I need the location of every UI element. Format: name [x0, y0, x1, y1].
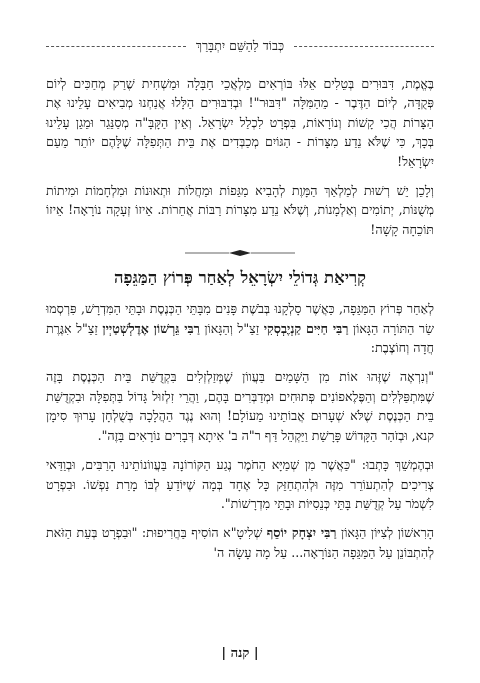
body-text [46, 74, 434, 572]
rabbi-name-yosef: רַבִּי יִצְחָק יוֹסֵף [266, 525, 337, 541]
paragraph-6 [46, 523, 434, 562]
paragraph-4-quote: "וְנִרְאֶה שֶׁזֶּהוּ אוֹת מִן הַשָּׁמַיִם בַּעֲווֹן שֶׁמְּזַלְזְלִים בִּקְדֻשַּׁת בֵּית הַכְּנֶסֶת בָּזֶה שֶׁמִּתְפַּלְּלִים וְהַפֶּלֶאפוֹנִים פְּתוּחִים וּמְדַבְּרִים בָּהֶם, וַהֲרֵי זִלְזוּל גָּדוֹל בַּתְּפִלָּה וּבִקְדֻשַּׁת בֵּית הַכְּנֶסֶת שֶׁלֹּא שְׁעָרוּם אֲבוֹתֵינוּ מֵעוֹלָם! וְהוּא נֶגֶד הַהֲלָכָה בְּשֻׁלְחָן עָרוּךְ סִימָן קנא, וּבְזֹהַר הַקָּדוֹשׁ פָּרָשַׁת וַיַּקְהֵל דַּף ר"ה ב' אִיתָא דְּבָרִים נוֹרָאִים בָּזֶה". [46, 369, 434, 443]
paragraph-3 [46, 299, 434, 357]
paragraph-3-text-c: זַצַ"ל וְהַגָּאוֹן [204, 320, 260, 336]
paragraph-2: וְלָכֵן יֵשׁ רְשׁוּת לְמַלְאַךְ הַמָּוֶת לְהָבִיא מַגֵּפוֹת וּמַחֲלוֹת וּתְאוּנוֹת וּמִלְחָמוֹת וּמִיתוֹת מְשֻׁנּוֹת, יְתוֹמִים וְאַלְמָנוֹת, וְשֶׁלֹּא נֵדַע מִצָּרוֹת רַבּוֹת אֲחֵרוֹת. אֵיזוֹ זְעָקָה נוֹרָאָה! אֵיזוֹ תּוֹכֵחָה קָשָׁה! [46, 183, 434, 237]
section-divider [46, 249, 434, 257]
header-rule-left [46, 46, 186, 47]
running-header [46, 38, 434, 54]
rabbi-name-edelstein: רַבִּי גֵּרְשׁוֹן אֶדֶלְשְׁטַיְין [102, 320, 200, 336]
paragraph-6-text-c: שְׁלִיטָ"א הוֹסִיף בַּחֲרִיפוּת: "וּבִפְרָט בְּעֵת הַזֹּאת לְהִתְבּוֹנֵן עַל הַמַּגֵּפָה הַנּוֹרָאָה... עַל מָה עָשָׂה ה' [46, 525, 434, 560]
divider-ornament-icon [185, 249, 295, 257]
header-rule-right [294, 46, 434, 47]
rabbi-name-kanievsky: רַבִּי חַיִּים קַנְיֶבְסְקִי [263, 320, 349, 336]
section-heading: קְרִיאַת גְּדוֹלֵי יִשְׂרָאֵל לְאַחַר פְּרוֹץ הַמַּגֵּפָה [114, 268, 366, 288]
page-number: | קנה | [221, 646, 259, 661]
paragraph-6-text-a: הָרִאשׁוֹן לְצִיּוֹן הַגָּאוֹן [341, 525, 434, 541]
paragraph-1: בֶּאֱמֶת, דִּבּוּרִים בְּטֵלִים אֵלּוּ בּוֹרְאִים מַלְאֲכֵי חַבָּלָה וּמַשְׁחִית שֶׁרַק מְחַכִּים לְיוֹם פְּקֻדָּה, לְיוֹם הַדֶּבֶר - מֵהַמִּלָּה "דִּבּוּר"! וּבְדִבּוּרִים הַלָּלוּ אֲנַחְנוּ מְבִיאִים עָלֵינוּ אֶת הַצָּרוֹת הֲכִי קָשׁוֹת וְנוֹרָאוֹת, בִּפְרָט לִכְלַל יִשְׂרָאֵל. וְאֵין הַקָּבָּ"ה מְסַנֵּגֵר וּמֵגֵן עָלֵינוּ בְּכָךְ, כִּי שֶׁלֹּא נֵדַע מִצָּרוֹת - הַגּוֹיִם מְכַבְּדִים אֶת בֵּית הַתְּפִלָּה שֶׁלָּהֶם יוֹתֵר מֵעַם יִשְׂרָאֵל! [46, 76, 434, 169]
running-header-title: כְּבוֹד לַהַשֵּׁם יִתְבָּרַךְ [195, 38, 285, 53]
paragraph-3-text-a: לְאַחַר פְּרוֹץ הַמַּגֵּפָה, כַּאֲשֶׁר סָלְקָנוּ בְּבֹשֶׁת פָּנִים מִבָּתֵּי הַכְּנֶסֶת וּבָתֵּי הַמִּדְרָשׁ, פִּרְסְמוּ שַׂר הַתּוֹרָה הַגָּאוֹן [46, 301, 434, 336]
paragraph-5: וּבְהֶמְשֵׁךְ כָּתְבוּ: "כַּאֲשֶׁר מִן שְׁמַיָּא הַחֹמֶר נֶגַע הַקּוֹרוֹנָה בַּעֲווֹנוֹתֵינוּ הָרַבִּים, וּבְוַדַּאי צְרִיכִים לְהִתְעוֹרֵר מִזֶּה וּלְהִתְחַזֵּק כָּל אֶחָד בְּמָה שֶׁיּוֹדֵעַ לְבּוֹ מָרַת נַפְשׁוֹ. וּבִפְרָט לִשְׁמֹר עַל קְדֻשַּׁת בָּתֵּי כְּנֵסִיּוֹת וּבָתֵּי מִדְרָשׁוֹת". [46, 457, 434, 511]
paragraph-3-text-e: זַצַ"ל אִגֶּרֶת חֲדָה וְחוֹצֶבֶת: [46, 320, 434, 356]
